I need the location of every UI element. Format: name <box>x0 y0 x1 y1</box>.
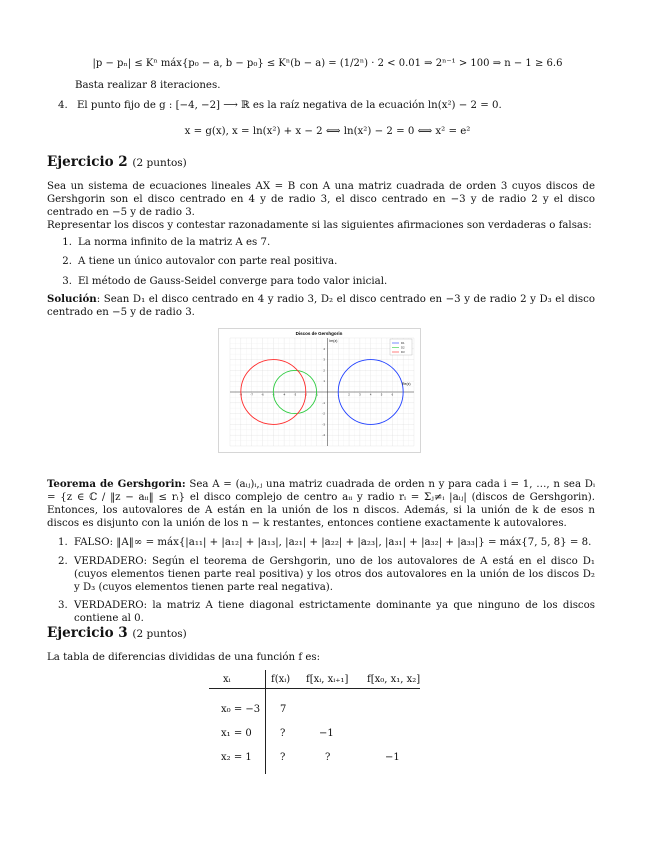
x-tick-label: 6 <box>391 392 394 397</box>
table-cell: x₀ = −3 <box>221 704 261 715</box>
x-tick-label: 1 <box>337 392 340 397</box>
x-tick-label: -3 <box>293 392 297 397</box>
table-cell: −1 <box>385 752 400 763</box>
y-tick-label: -1 <box>322 400 325 405</box>
x-tick-label: 5 <box>380 392 383 397</box>
table-cell: x₂ = 1 <box>221 752 252 763</box>
x-tick-label: -1 <box>315 392 318 397</box>
list-item-text: La norma infinito de la matriz A es 7. <box>78 237 271 248</box>
y-tick-label: -4 <box>322 433 325 438</box>
x-tick-label: -5 <box>272 392 275 397</box>
answer-text: FALSO: ‖A‖∞ = máx{|a₁₁| + |a₁₂| + |a₁₃|, |a₂₁| + |a₂₂| + |a₂₃|, |a₃₁| + |a₃₂| + |a₃₃|} = máx{7, 5, 8} = 8. <box>74 537 592 548</box>
answer-number: 3. <box>58 600 68 611</box>
table-cell: ? <box>280 752 286 763</box>
table-header-cell: f[x₀, x₁, x₂] <box>367 674 421 685</box>
x-tick-label: -8 <box>239 392 243 397</box>
x-axis-label: Re(z) <box>402 382 411 386</box>
list-item-text: A tiene un único autovalor con parte real positiva. <box>78 256 338 267</box>
equation-error-bound: |p − pₙ| ≤ Kⁿ máx{p₀ − a, b − p₀} ≤ Kⁿ(b − a) = (1/2ⁿ) · 2 < 0.01 ⇒ 2ⁿ⁻¹ > 100 ⇒ n − 1 ≥ 6.6 <box>92 58 563 69</box>
y-tick-label: -2 <box>322 411 325 416</box>
section-title-ejercicio-2 <box>47 154 187 170</box>
item-4-text: El punto fijo de g : [−4, −2] ⟶ ℝ es la raíz negativa de la ecuación ln(x²) − 2 = 0. <box>76 100 502 111</box>
theorem-label: Teorema de Gershgorin: <box>47 478 186 490</box>
table-column-rule <box>265 670 266 774</box>
table-cell: ? <box>325 752 331 763</box>
list-item <box>58 237 270 248</box>
ej3-title: Ejercicio 3 <box>47 625 128 641</box>
gershgorin-chart <box>218 328 421 453</box>
x-tick-label: -2 <box>304 392 308 397</box>
answer-item <box>58 536 595 549</box>
chart-title: Discos de Gershgorin <box>295 331 343 336</box>
answer-number: 2. <box>58 556 68 567</box>
x-tick-label: 3 <box>359 392 361 397</box>
iterations-note: Basta realizar 8 iteraciones. <box>75 80 221 91</box>
answer-item <box>58 599 595 625</box>
list-item-number: 2. <box>62 256 72 267</box>
solution-paragraph <box>47 293 595 319</box>
section-title-ejercicio-3 <box>47 625 187 641</box>
answer-text: VERDADERO: Según el teorema de Gershgorin, uno de los autovalores de A está en el disco D₁ (cuyos elementos tienen parte real positiva) y los otros dos autovalores en la unión de los discos D₂ y D₃ (cuyos elementos tienen parte real negativa). <box>74 556 595 593</box>
answer-number: 1. <box>58 537 68 548</box>
list-item-number: 3. <box>62 276 72 287</box>
equation-fixed-point: x = g(x), x = ln(x²) + x − 2 ⟺ ln(x²) − 2 = 0 ⟺ x² = e² <box>184 126 471 137</box>
x-tick-label: -7 <box>250 392 253 397</box>
table-cell: ? <box>280 728 286 739</box>
list-item-number: 1. <box>62 237 72 248</box>
ej3-points: (2 puntos) <box>132 628 187 640</box>
table-header-cell: f(xᵢ) <box>271 674 291 685</box>
table-header-cell: f[xᵢ, xᵢ₊₁] <box>306 674 349 685</box>
theorem-paragraph <box>47 478 595 530</box>
table-cell: x₁ = 0 <box>221 728 252 739</box>
x-tick-label: -6 <box>261 392 264 397</box>
table-header-cell: xᵢ <box>223 674 231 685</box>
ej2-points: (2 puntos) <box>132 157 187 169</box>
divided-differences-table <box>209 670 424 780</box>
table-header-rule <box>209 688 420 689</box>
y-tick-label: 4 <box>323 346 325 351</box>
list-item-text: El método de Gauss-Seidel converge para todo valor inicial. <box>78 276 388 287</box>
y-tick-label: 1 <box>323 379 325 384</box>
legend-label: D1 <box>401 341 405 345</box>
ej2-represent: Representar los discos y contestar razonadamente si las siguientes afirmaciones son verdaderas o falsas: <box>47 220 592 231</box>
answer-item <box>58 555 595 594</box>
y-tick-label: 3 <box>323 357 325 362</box>
answer-text: VERDADERO: la matriz A tiene diagonal estrictamente dominante ya que ninguno de los discos contiene al 0. <box>74 600 595 624</box>
theorem-text: Sea A = (aᵢⱼ)ᵢ,ⱼ una matriz cuadrada de orden n y para cada i = 1, …, n sea Dᵢ = {z ∈ ℂ / ‖z − aᵢᵢ‖ ≤ rᵢ} el disco complejo de centro aᵢᵢ y radio rᵢ = Σⱼ≠ᵢ |aᵢⱼ| (discos de Gershgorin). Entonces, los autovalores de A están en la unión de los n discos. Además, si la unión de k de esos n discos es disjunto con la unión de los n − k restantes, entonces contiene exactamente k autovalores. <box>47 479 595 529</box>
y-tick-label: -3 <box>322 422 325 427</box>
y-axis-label: Im(z) <box>329 339 338 343</box>
item-4-number: 4. <box>58 100 68 111</box>
list-item <box>58 256 337 267</box>
legend-label: D2 <box>401 345 405 350</box>
table-cell: 7 <box>280 704 287 715</box>
x-tick-label: 2 <box>348 392 350 397</box>
table-cell: −1 <box>319 728 334 739</box>
x-tick-label: 4 <box>369 392 372 397</box>
ej2-title: Ejercicio 2 <box>47 154 128 170</box>
x-tick-label: -4 <box>282 392 286 397</box>
solution-label: Solución <box>47 293 97 305</box>
list-item <box>58 276 387 287</box>
ej3-intro: La tabla de diferencias divididas de una función f es: <box>47 652 321 663</box>
legend-label: D3 <box>401 350 405 354</box>
ej2-intro: Sea un sistema de ecuaciones lineales AX = B con A una matriz cuadrada de orden 3 cuyos discos de Gershgorin son el disco centrado en 4 y de radio 3, el disco centrado en −3 y de radio 2 y el disco centrado en −5 y de radio 3. <box>47 181 595 218</box>
item-4 <box>58 100 502 111</box>
solution-text: : Sean D₁ el disco centrado en 4 y radio 3, D₂ el disco centrado en −3 y de radio 2 y D₃ el disco centrado en −5 y de radio 3. <box>47 294 595 318</box>
y-tick-label: 2 <box>323 368 325 373</box>
